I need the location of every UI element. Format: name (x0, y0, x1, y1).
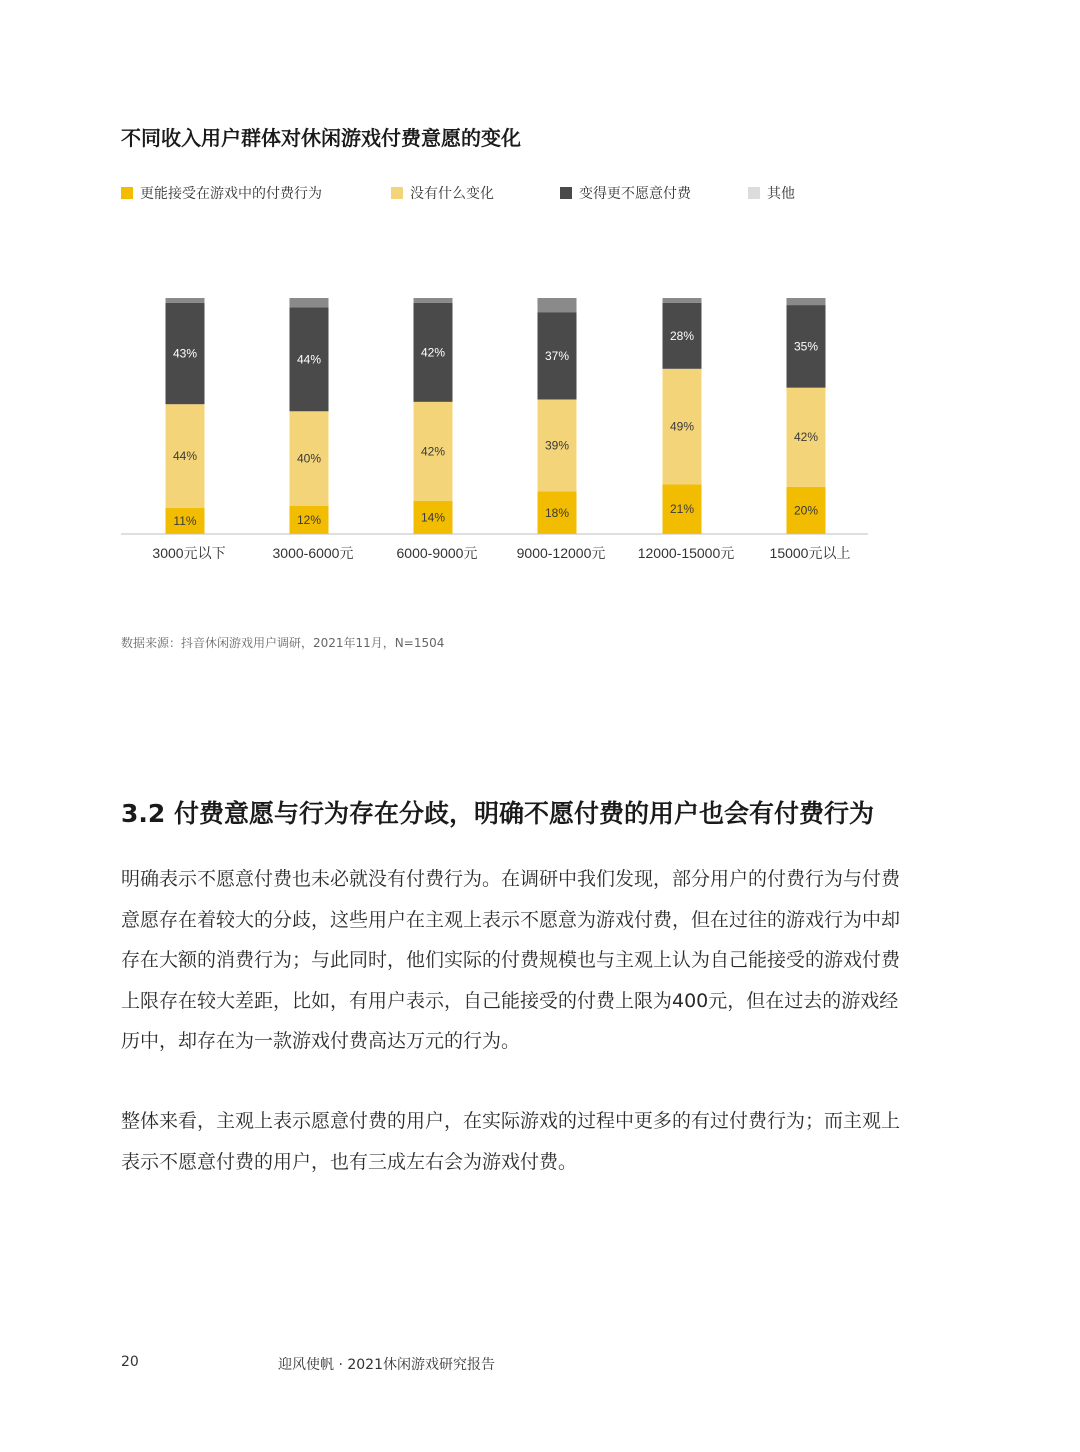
body-paragraph-1: 明确表示不愿意付费也未必就没有付费行为。在调研中我们发现，部分用户的付费行为与付费意愿存在着较大的分歧，这些用户在主观上表示不愿意为游戏付费，但在过往的游戏行为中却存在大额的消费行为；与此同时，他们实际的付费规模也与主观上认为自己能接受的游戏付费上限存在较大差距，比如，有用户表示，自己能接受的付费上限为400元，但在过去的游戏经历中，却存在为一款游戏付费高达万元的行为。 (121, 868, 901, 1052)
bar-label-more-accepting-3: 14% (420, 510, 446, 525)
page-number: 20 (121, 1354, 139, 1370)
bar-label-no-change-3: 42% (420, 444, 446, 459)
x-tick-label-5: 12000-15000元 (637, 545, 735, 561)
bar-label-more-accepting-2: 12% (296, 512, 322, 527)
bar-segment-other-4 (538, 298, 577, 312)
bar-label-more-accepting-4: 18% (544, 505, 570, 520)
x-tick-label-6: 15000元以上 (769, 545, 851, 561)
bar-segment-other-2 (290, 298, 329, 307)
data-source-note: 数据来源：抖音休闲游戏用户调研，2021年11月，N=1504 (121, 636, 445, 650)
bar-segment-other-1 (166, 298, 205, 303)
bar-label-less-willing-4: 37% (544, 348, 570, 363)
x-tick-label-2: 3000-6000元 (272, 545, 354, 561)
bar-label-less-willing-1: 43% (172, 346, 198, 361)
chart-title: 不同收入用户群体对休闲游戏付费意愿的变化 (121, 126, 521, 150)
bar-label-more-accepting-1: 11% (173, 514, 197, 529)
legend-label-no-change: 没有什么变化 (410, 186, 494, 202)
bar-label-less-willing-5: 28% (669, 328, 695, 343)
section-heading: 3.2 付费意愿与行为存在分歧，明确不愿付费的用户也会有付费行为 (121, 799, 874, 828)
bar-label-no-change-2: 40% (296, 451, 322, 466)
bar-label-no-change-4: 39% (544, 438, 570, 453)
legend-label-other: 其他 (767, 186, 795, 202)
legend-label-less-willing: 变得更不愿意付费 (579, 186, 691, 202)
legend-label-more-accepting: 更能接受在游戏中的付费行为 (140, 186, 322, 202)
bar-label-no-change-1: 44% (172, 449, 198, 464)
x-tick-label-1: 3000元以下 (152, 545, 226, 561)
bar-label-less-willing-6: 35% (793, 339, 819, 354)
footer-report-title: 迎风使帆 · 2021休闲游戏研究报告 (278, 1357, 495, 1373)
bar-label-more-accepting-5: 21% (669, 502, 695, 517)
bar-label-more-accepting-6: 20% (793, 503, 819, 518)
bar-label-less-willing-3: 42% (420, 345, 446, 360)
stacked-bar-chart (0, 0, 1080, 600)
body-paragraph-2: 整体来看，主观上表示愿意付费的用户，在实际游戏的过程中更多的有过付费行为；而主观上表示不愿意付费的用户，也有三成左右会为游戏付费。 (121, 1110, 901, 1173)
bar-label-no-change-5: 49% (669, 419, 695, 434)
bar-segment-other-6 (787, 298, 826, 305)
bar-label-less-willing-2: 44% (296, 352, 322, 367)
bar-label-no-change-6: 42% (793, 430, 819, 445)
bar-segment-other-5 (663, 298, 702, 303)
x-tick-label-3: 6000-9000元 (396, 545, 478, 561)
bar-segment-other-3 (414, 298, 453, 303)
x-tick-label-4: 9000-12000元 (516, 545, 606, 561)
